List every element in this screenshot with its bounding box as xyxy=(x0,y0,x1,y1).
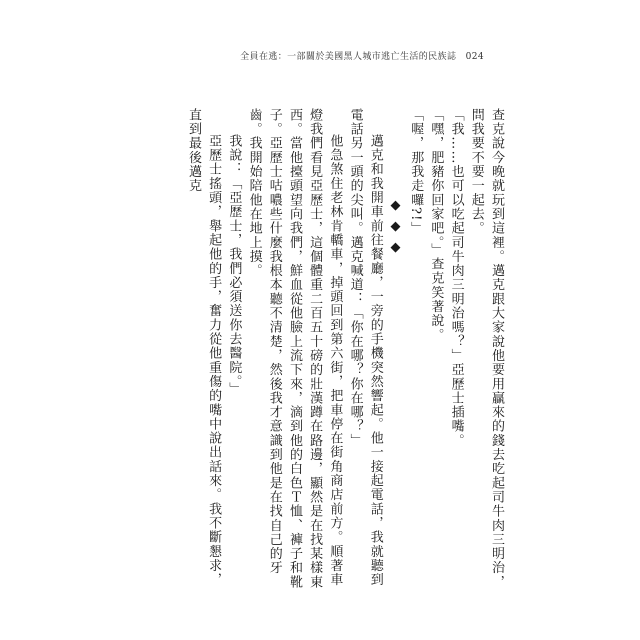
paragraph: 他急煞住老林肯轎車，掉頭回到第六街，把車停在街角商店前方。順著車燈我們看見亞歷士，這個體重二百五十磅的壯漢蹲在路邊，顯然是在找某樣東西。當他擡頭望向我們，鮮血從他臉上流下來，滴到他的白色Ｔ恤、褲子和靴子。亞歷士咕噥些什麼我根本聽不清楚，然後我才意識到他是在找自己的牙齒。我開始陪他在地上摸。 xyxy=(246,108,343,590)
running-header xyxy=(0,49,484,62)
page-number: 024 xyxy=(465,52,484,62)
paragraph: 「我……也可以吃起司牛肉三明治嗎？」亞歷士插嘴。 xyxy=(448,108,464,448)
book-title: 全員在逃：一部關於美國黑人城市逃亡生活的民族誌 xyxy=(240,52,457,62)
paragraph: 邁克和我開車前往餐廳，一旁的手機突然響起。他一接起電話，我就聽到電話另一頭的尖叫。邁克喊道：「你在哪？你在哪？」 xyxy=(347,108,383,587)
section-separator: ◆◆◆ xyxy=(387,198,403,261)
paragraph: 我說：「亞歷士，我們必須送你去醫院。」 xyxy=(226,134,242,397)
vertical-body-text xyxy=(136,108,506,598)
paragraph: 「嘿，肥豬你回家吧。」查克笑著說。 xyxy=(428,108,444,343)
paragraph: 亞歷士搖頭，舉起他的手，奮力從他重傷的嘴中說出話來。我不斷懇求，直到最後邁克 xyxy=(185,108,222,587)
paragraph: 查克說今晚就玩到這裡。邁克跟大家說他要用贏來的錢去吃起司牛肉三明治，問我要不要一起去。 xyxy=(468,108,504,590)
paragraph: 「喔，那我走囉?!」 xyxy=(408,108,424,236)
